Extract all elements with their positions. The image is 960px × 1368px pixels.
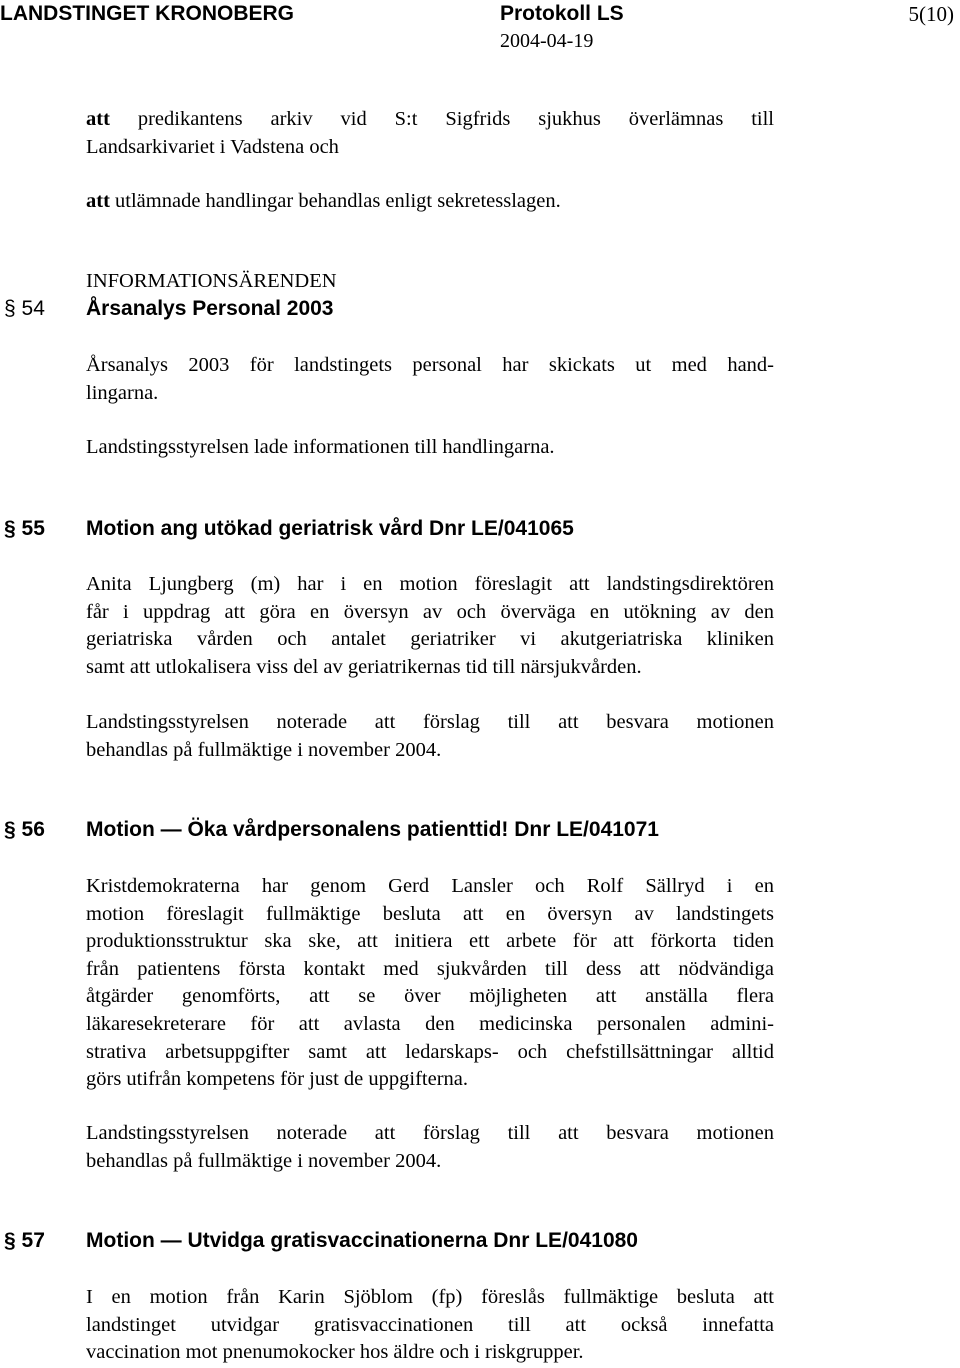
section-heading-55 <box>0 517 960 547</box>
section-55-paragraph-2 <box>86 709 774 764</box>
section-57-paragraph-1 <box>86 1284 774 1367</box>
section-54-paragraph-1 <box>86 352 774 407</box>
intro-paragraph-2 <box>86 188 774 216</box>
section-title: Motion ang utökad geriatrisk vård Dnr LE/041065 <box>86 517 574 540</box>
text-line: Anita Ljungberg (m) har i en motion föreslagit att landstingsdirektören <box>86 573 774 595</box>
section-heading-57 <box>0 1229 960 1259</box>
intro-line: Landsarkivariet i Vadstena och <box>86 135 339 158</box>
text-line: läkaresekreterare för att avlasta den medicinska personalen admini- <box>86 1012 774 1035</box>
intro-paragraph-1 <box>86 106 774 161</box>
section-heading-56 <box>0 818 960 848</box>
text-line: produktionsstruktur ska ske, att initiera ett arbete för att förkorta tiden <box>86 930 774 953</box>
text-line: Landstingsstyrelsen noterade att förslag till att besvara motionen <box>86 711 774 733</box>
section-title: Motion — Öka vårdpersonalens patienttid! Dnr LE/041071 <box>86 818 659 841</box>
section-heading-54 <box>0 297 960 327</box>
section-55-paragraph-1 <box>86 571 774 681</box>
text-line: landstinget utvidgar gratisvaccinationen till att också innefatta <box>86 1313 774 1336</box>
document-date: 2004-04-19 <box>500 30 594 52</box>
section-number: § 57 <box>4 1229 45 1252</box>
text-line: I en motion från Karin Sjöblom (fp) föreslås fullmäktige besluta att <box>86 1286 774 1308</box>
intro-line: att utlämnade handlingar behandlas enligt sekretesslagen. <box>86 190 561 212</box>
section-title: Motion — Utvidga gratisvaccinationerna Dnr LE/041080 <box>86 1229 638 1252</box>
page-header <box>0 2 960 28</box>
section-number: § 56 <box>4 818 45 841</box>
text-line: samt att utlokalisera viss del av geriatrikernas tid till närsjukvården. <box>86 655 642 678</box>
section-54-paragraph-2 <box>86 434 774 462</box>
text-line: görs utifrån kompetens för just de uppgifterna. <box>86 1068 469 1091</box>
page-number: 5(10) <box>908 2 954 26</box>
text-line: behandlas på fullmäktige i november 2004. <box>86 1149 442 1172</box>
text-line: Kristdemokraterna har genom Gerd Lansler och Rolf Sällryd i en <box>86 875 774 897</box>
section-kicker: INFORMATIONSÄRENDEN <box>86 270 337 292</box>
section-title: Årsanalys Personal 2003 <box>86 297 334 320</box>
section-number: § 54 <box>4 297 45 320</box>
text-line: från patientens första kontakt med sjukvården till dess att nödvändiga <box>86 957 774 980</box>
text-line: åtgärder genomförts, att se över möjligheten att anställa flera <box>86 985 774 1008</box>
intro-line: att predikantens arkiv vid S:t Sigfrids sjukhus överlämnas till <box>86 108 774 130</box>
text-line: geriatriska vården och antalet geriatriker vi akutgeriatriska kliniken <box>86 628 774 651</box>
section-56-paragraph-1 <box>86 873 774 1094</box>
text-line: behandlas på fullmäktige i november 2004. <box>86 738 442 761</box>
document-type: Protokoll LS <box>500 2 624 25</box>
text-line: får i uppdrag att göra en översyn av och överväga en utökning av den <box>86 600 774 623</box>
section-number: § 55 <box>4 517 45 540</box>
text-line: vaccination mot pnenumokocker hos äldre och i riskgrupper. <box>86 1341 584 1364</box>
text-line: strativa arbetsuppgifter samt att ledarskaps- och chefstillsättningar alltid <box>86 1040 774 1063</box>
text-line: Landstingsstyrelsen noterade att förslag till att besvara motionen <box>86 1122 774 1144</box>
text-line: Landstingsstyrelsen lade informationen till handlingarna. <box>86 436 555 458</box>
text-line: Årsanalys 2003 för landstingets personal har skickats ut med hand- <box>86 354 774 376</box>
text-line: motion föreslagit fullmäktige besluta att en översyn av landstingets <box>86 902 774 925</box>
section-56-paragraph-2 <box>86 1120 774 1175</box>
text-line: lingarna. <box>86 381 159 404</box>
organization-name: LANDSTINGET KRONOBERG <box>0 2 294 25</box>
